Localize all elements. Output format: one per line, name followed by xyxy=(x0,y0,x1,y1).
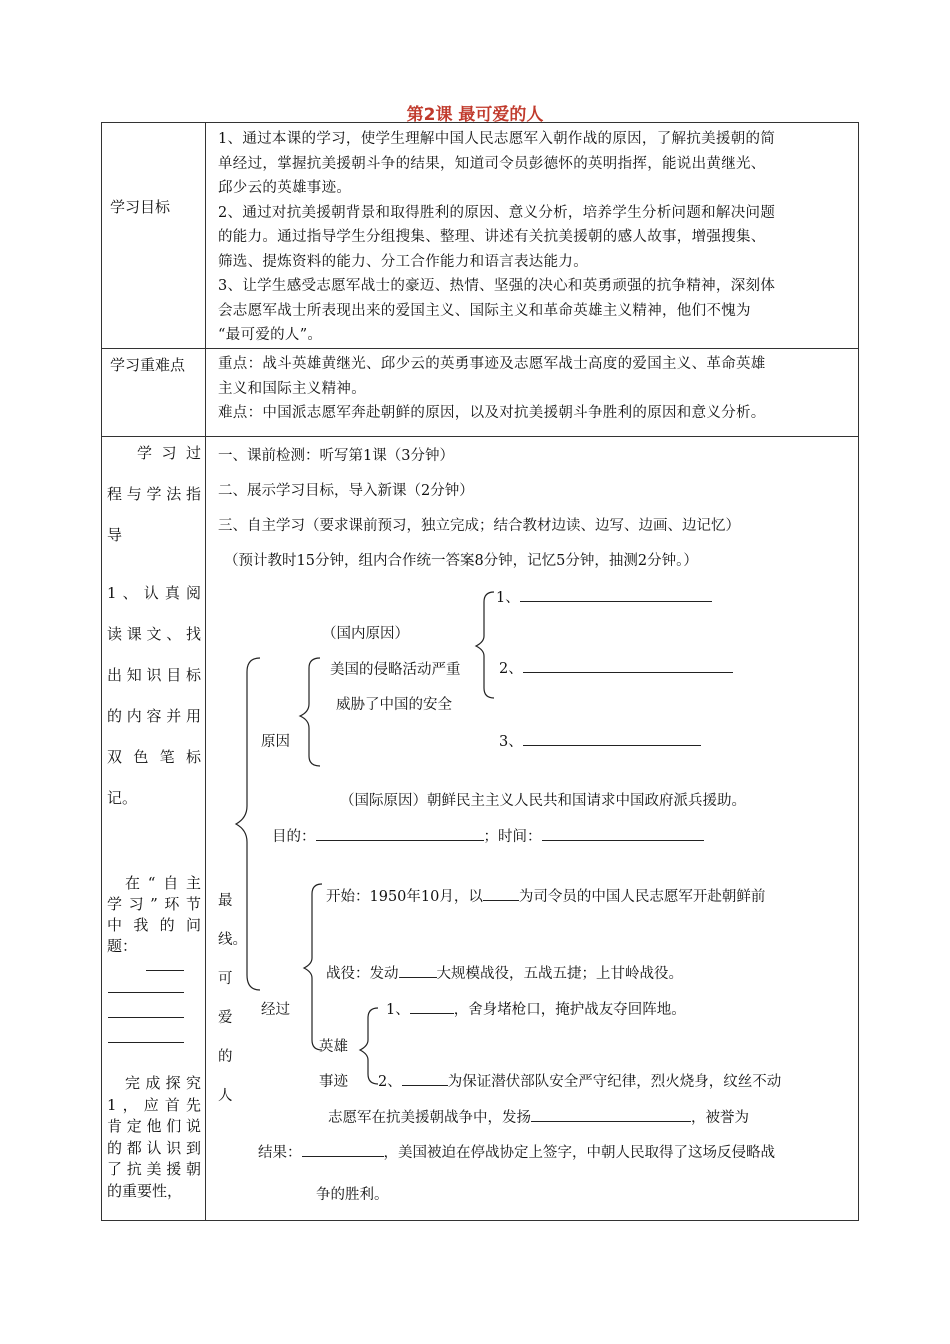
battle-text-a: 战役：发动 xyxy=(326,966,399,982)
note-line: 1、认真阅 xyxy=(107,584,201,602)
result-blank[interactable] xyxy=(302,1141,384,1157)
objectives-label: 学习目标 xyxy=(110,198,171,216)
blank-number: 3、 xyxy=(499,734,523,750)
hero-1-blank[interactable] xyxy=(410,998,454,1014)
hero-2-text: 为保证潜伏部队安全严守纪律，烈火烧身，纹丝不动 xyxy=(447,1074,782,1090)
objectives-line: 的能力。通过指导学生分组搜集、整理、讲述有关抗美援朝的感人故事，增强搜集、 xyxy=(218,229,766,245)
domestic-blank-1[interactable] xyxy=(520,586,712,602)
objectives-line: 邱少云的英雄事迹。 xyxy=(218,180,352,196)
process-label: 经过 xyxy=(261,1002,290,1018)
process-brace xyxy=(304,884,322,1050)
note-line: 1，应首先 xyxy=(107,1095,201,1114)
international-reason: （国际原因）朝鲜民主主义人民共和国请求中国政府派兵援助。 xyxy=(340,793,746,809)
step-3: 三、自主学习（要求课前预习，独立完成；结合教材边读、边写、边画、边记忆） xyxy=(218,518,740,534)
objectives-line: 单经过，掌握抗美援朝斗争的结果，知道司令员彭德怀的英明指挥，能说出黄继光、 xyxy=(218,155,766,172)
topic-char: 最 xyxy=(218,893,233,909)
topic-vertical xyxy=(218,882,247,1116)
time-blank[interactable] xyxy=(542,825,704,841)
time-label: ；时间： xyxy=(483,829,542,845)
hero-1-text: ，舍身堵枪口，掩护战友夺回阵地。 xyxy=(453,1002,686,1018)
hero-label-1: 英雄 xyxy=(319,1039,348,1055)
hero-label-2: 事迹 xyxy=(319,1074,348,1090)
hero-2-blank[interactable] xyxy=(402,1070,448,1086)
note-line: 读课文、找 xyxy=(107,625,201,643)
note-line: 中我的问 xyxy=(107,916,201,934)
objectives-line: “最可爱的人”。 xyxy=(218,327,323,343)
note-line: 完成探究 xyxy=(125,1074,201,1092)
note-line: 的都认识到 xyxy=(107,1138,201,1157)
step-2: 二、展示学习目标，导入新课（2分钟） xyxy=(218,483,474,499)
hero-number: 2、 xyxy=(378,1074,402,1090)
domestic-blank-2[interactable] xyxy=(523,657,733,673)
hero-brace xyxy=(360,1008,378,1084)
hero-number: 1、 xyxy=(386,1002,410,1018)
battle-count-blank[interactable] xyxy=(399,962,437,978)
note-line: 的内容并用 xyxy=(107,707,201,725)
objectives-line: 3、让学生感受志愿军战士的豪迈、热情、坚强的决心和英勇顽强的抗争精神，深刻体 xyxy=(218,278,776,294)
spirit-blank[interactable] xyxy=(531,1106,691,1122)
objectives-line: 2、通过对抗美援朝背景和取得胜利的原因、意义分析，培养学生分析问题和解决问题 xyxy=(218,204,776,221)
result-text: ，美国被迫在停战协定上签字，中朝人民取得了这场反侵略战 xyxy=(383,1145,775,1161)
threat-line-2: 威胁了中国的安全 xyxy=(336,697,452,713)
blank-number: 2、 xyxy=(499,661,523,677)
objectives-line: 筛选、提炼资料的能力、分工合作能力和语言表达能力。 xyxy=(218,253,588,270)
start-text-a: 开始：1950年10月，以 xyxy=(326,889,483,905)
note-line: 了抗美援朝 xyxy=(107,1160,201,1178)
key-points-label: 学习重难点 xyxy=(110,356,186,374)
spirit-text-a: 志愿军在抗美援朝战争中，发扬 xyxy=(328,1110,531,1126)
topic-char: 人 xyxy=(218,1088,233,1104)
note-line: 记。 xyxy=(107,789,138,807)
objectives-line: 会志愿军战士所表现出来的爱国主义、国际主义和革命英雄主义精神，他们不愧为 xyxy=(218,302,751,319)
result-text-2: 争的胜利。 xyxy=(316,1187,389,1203)
step-1: 一、课前检测：听写第1课（3分钟） xyxy=(218,448,454,464)
topic-char: 线。 xyxy=(218,932,247,948)
heading-line: 学习过 xyxy=(137,444,201,462)
key-points-line: 难点：中国派志愿军奔赴朝鲜的原因，以及对抗美援朝斗争胜利的原因和意义分析。 xyxy=(218,405,766,421)
note-line: 双色笔标 xyxy=(107,748,201,766)
step-4: （预计教时15分钟，组内合作统一答案8分钟，记忆5分钟，抽测2分钟。） xyxy=(224,553,698,569)
key-points-line: 重点：战斗英雄黄继光、邱少云的英勇事迹及志愿军战士高度的爱国主义、革命英雄 xyxy=(218,356,766,372)
result-label: 结果： xyxy=(258,1145,302,1161)
heading-line: 导 xyxy=(107,526,123,544)
note-line: 肯定他们说 xyxy=(107,1117,201,1135)
topic-char: 可 xyxy=(218,971,233,987)
key-points-line: 主义和国际主义精神。 xyxy=(218,380,366,397)
domestic-blank-3[interactable] xyxy=(523,730,701,746)
commander-blank[interactable] xyxy=(483,885,519,901)
topic-char: 爱 xyxy=(218,1010,233,1026)
heading-line: 程与学法指 xyxy=(107,485,201,503)
note-line: 题： xyxy=(107,937,138,955)
domestic-reason: （国内原因） xyxy=(322,626,409,642)
page-title: 第2课 最可爱的人 xyxy=(406,105,544,125)
note-line: 学习”环节 xyxy=(107,895,201,913)
purpose-blank[interactable] xyxy=(316,825,484,841)
objectives-line: 1、通过本课的学习，使学生理解中国人民志愿军入朝作战的原因，了解抗美援朝的简 xyxy=(218,131,776,147)
threat-line-1: 美国的侵略活动严重 xyxy=(330,662,461,678)
domestic-brace xyxy=(476,592,494,698)
reason-label: 原因 xyxy=(261,734,290,750)
note-line: 在“自主 xyxy=(125,874,201,892)
purpose-label: 目的： xyxy=(272,829,316,845)
note-line: 的重要性， xyxy=(107,1181,183,1200)
topic-char: 的 xyxy=(218,1049,233,1065)
note-line: 出知识目标 xyxy=(107,666,201,684)
start-text-b: 为司令员的中国人民志愿军开赴朝鲜前 xyxy=(518,889,766,905)
reason-brace xyxy=(300,658,320,766)
spirit-text-b: ，被誉为 xyxy=(691,1110,749,1126)
battle-text-b: 大规模战役，五战五捷；上甘岭战役。 xyxy=(436,966,683,982)
blank-number: 1、 xyxy=(496,590,520,606)
